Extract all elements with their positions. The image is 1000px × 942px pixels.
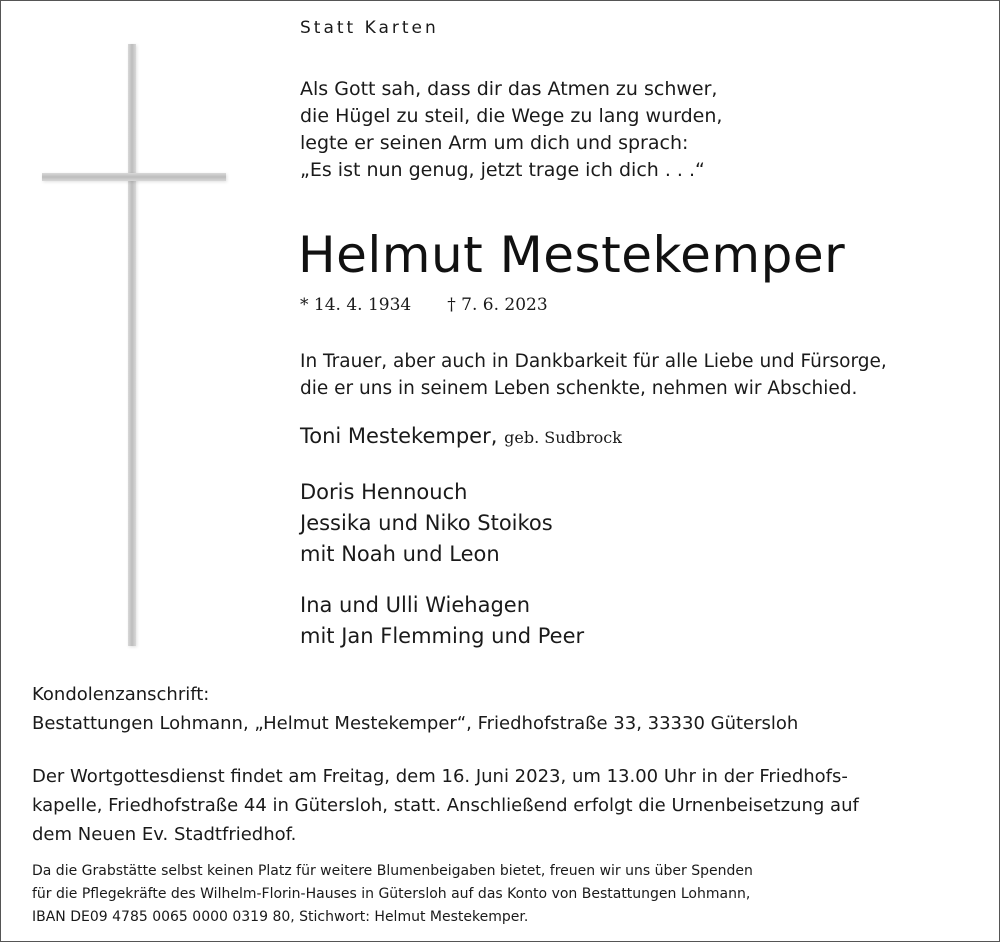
donation-line: Da die Grabstätte selbst keinen Platz für weitere Blumenbeigaben bietet, freuen wir uns über Spenden	[32, 863, 753, 879]
condolence-address	[32, 680, 798, 738]
service-info	[32, 762, 966, 849]
mourning-text	[300, 348, 887, 402]
birth-date: * 14. 4. 1934	[300, 295, 412, 315]
poem	[300, 76, 722, 184]
donation-info	[32, 860, 753, 929]
cross-vertical-bar	[128, 44, 136, 646]
mourning-line: die er uns in seinem Leben schenkte, nehmen wir Abschied.	[300, 378, 858, 399]
mourner-line: mit Noah und Leon	[300, 542, 500, 566]
mourner-line: Doris Hennouch	[300, 480, 468, 504]
condolence-address-line: Bestattungen Lohmann, „Helmut Mestekemper“, Friedhofstraße 33, 33330 Gütersloh	[32, 713, 799, 734]
cross-horizontal-bar	[42, 173, 226, 181]
spouse-line	[300, 424, 622, 448]
mourner-line: mit Jan Flemming und Peer	[300, 624, 585, 648]
donation-line: für die Pflegekräfte des Wilhelm-Florin-Hauses in Gütersloh auf das Konto von Bestattungen Lohmann,	[32, 886, 751, 902]
donation-line: IBAN DE09 4785 0065 0000 0319 80, Stichwort: Helmut Mestekemper.	[32, 909, 529, 925]
service-line: kapelle, Friedhofstraße 44 in Gütersloh, statt. Anschließend erfolgt die Urnenbeisetzung auf	[32, 795, 859, 816]
statt-karten-heading: Statt Karten	[300, 18, 439, 38]
poem-line: die Hügel zu steil, die Wege zu lang wurden,	[300, 105, 723, 127]
spouse-birthname: geb. Sudbrock	[504, 428, 622, 447]
service-line: dem Neuen Ev. Stadtfriedhof.	[32, 824, 297, 845]
condolence-label: Kondolenzanschrift:	[32, 684, 210, 705]
poem-line: legte er seinen Arm um dich und sprach:	[300, 132, 689, 154]
death-date: † 7. 6. 2023	[447, 295, 548, 315]
poem-line: Als Gott sah, dass dir das Atmen zu schwer,	[300, 78, 718, 100]
mourner-group-2	[300, 590, 584, 652]
mourning-line: In Trauer, aber auch in Dankbarkeit für alle Liebe und Fürsorge,	[300, 351, 887, 372]
life-dates	[300, 295, 548, 315]
deceased-name: Helmut Mestekemper	[298, 226, 846, 284]
mourner-line: Jessika und Niko Stoikos	[300, 511, 553, 535]
service-line: Der Wortgottesdienst findet am Freitag, dem 16. Juni 2023, um 13.00 Uhr in der Friedhofs-	[32, 766, 848, 787]
mourner-group-1	[300, 477, 553, 570]
spouse-name: Toni Mestekemper,	[300, 424, 498, 448]
mourner-line: Ina und Ulli Wiehagen	[300, 593, 531, 617]
poem-line: „Es ist nun genug, jetzt trage ich dich . . .“	[300, 159, 705, 181]
